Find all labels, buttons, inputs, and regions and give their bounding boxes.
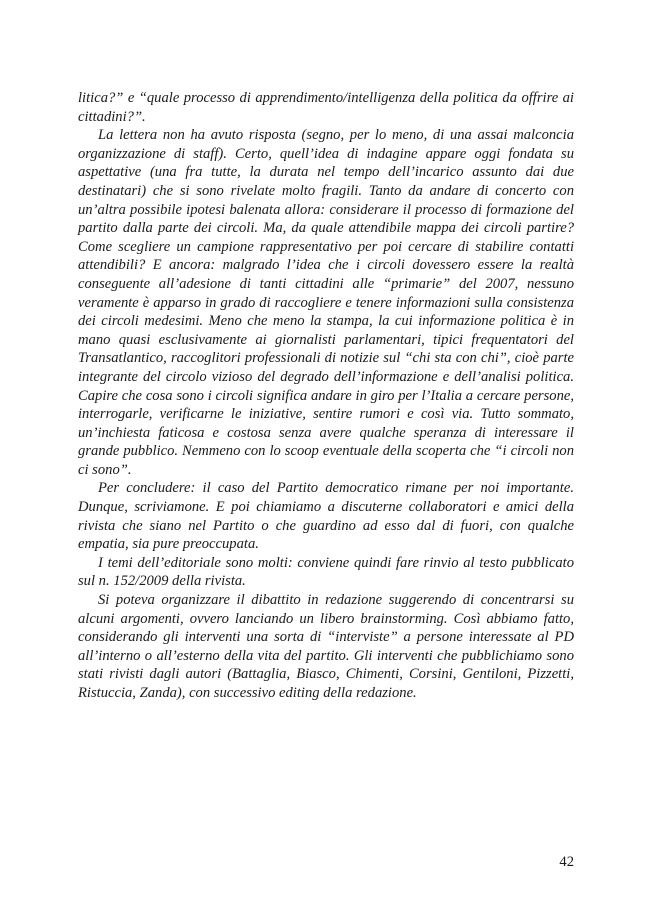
paragraph-5-text-after: all’interno o all’esterno della vita del partito. Gli interventi che pubblichiamo sono stati rivisti dagli autori (Battaglia, Biasco, Chimenti, Corsini, Gentiloni, Pizzetti, Ristuccia, Zanda), con successivo editing della redazione. <box>78 647 574 701</box>
paragraph-2: La lettera non ha avuto risposta (segno, per lo meno, di una assai malconcia organizzazione di staff). Certo, quell’idea di indagine appare oggi fondata su aspettative (una fra tutte, la durata nel tempo dell’incarico assunto dai due destinatari) che si sono rivelate molto fragili. Tanto da andare di concerto con un’altra possibile ipotesi balenata allora: considerare il processo di formazione del partito dalla parte dei circoli. Ma, da quale attendibile mappa dei circoli partire? Come scegliere un campione rappresentativo per poi cercare di stabilire contatti attendibili? E ancora: malgrado l’idea che i circoli dovessero essere la realtà conseguente all’adesione di tanti cittadini alle “primarie” del 2007, nessuno veramente è apparso in grado di raccogliere e tenere informazioni sulla consistenza dei circoli medesimi. Meno che meno la stampa, la cui informazione politica è in mano quasi esclusivamente ai giornalisti parlamentari, tipici frequentatori del Transatlantico, raccoglitori professionali di notizie sul “chi sta con chi”, cioè parte integrante del circolo vizioso del degrado dell’informazione e dell’analisi politica. Capire che cosa sono i circoli significa andare in giro per l’Italia a cercare persone, interrogarle, verificarne le iniziative, sentire rumori e così via. Tutto sommato, un’inchiesta faticosa e costosa senza avere qualche speranza di interessare il grande pubblico. Nemmeno con lo scoop eventuale della scoperta che “i circoli non ci sono”. <box>78 127 574 478</box>
body-text <box>78 89 574 703</box>
paragraph-5 <box>78 591 574 703</box>
paragraph-4: I temi dell’editoriale sono molti: conviene quindi fare rinvio al testo pubblicato sul n. 152/2009 della rivista. <box>78 554 574 590</box>
page-number: 42 <box>559 854 574 870</box>
pd-abbreviation: PD <box>554 629 574 646</box>
paragraph-1: litica?” e “quale processo di apprendimento/intelligenza della politica da offrire ai cittadini?”. <box>78 90 574 125</box>
paragraph-3: Per concludere: il caso del Partito democratico rimane per noi importante. Dunque, scriviamone. E poi chiamiamo a discuterne collaboratori e amici della rivista che siano nel Partito o che guardino ad esso dal di fuori, con qualche empatia, sia pure preoccupata. <box>78 480 574 553</box>
paragraph-5-text-before: Si poteva organizzare il dibattito in redazione suggerendo di concentrarsi su alcuni argomenti, ovvero lanciando un libero brainstorming. Così abbiamo fatto, considerando gli interventi una sorta di “interviste” a persone interessate al <box>78 592 574 646</box>
